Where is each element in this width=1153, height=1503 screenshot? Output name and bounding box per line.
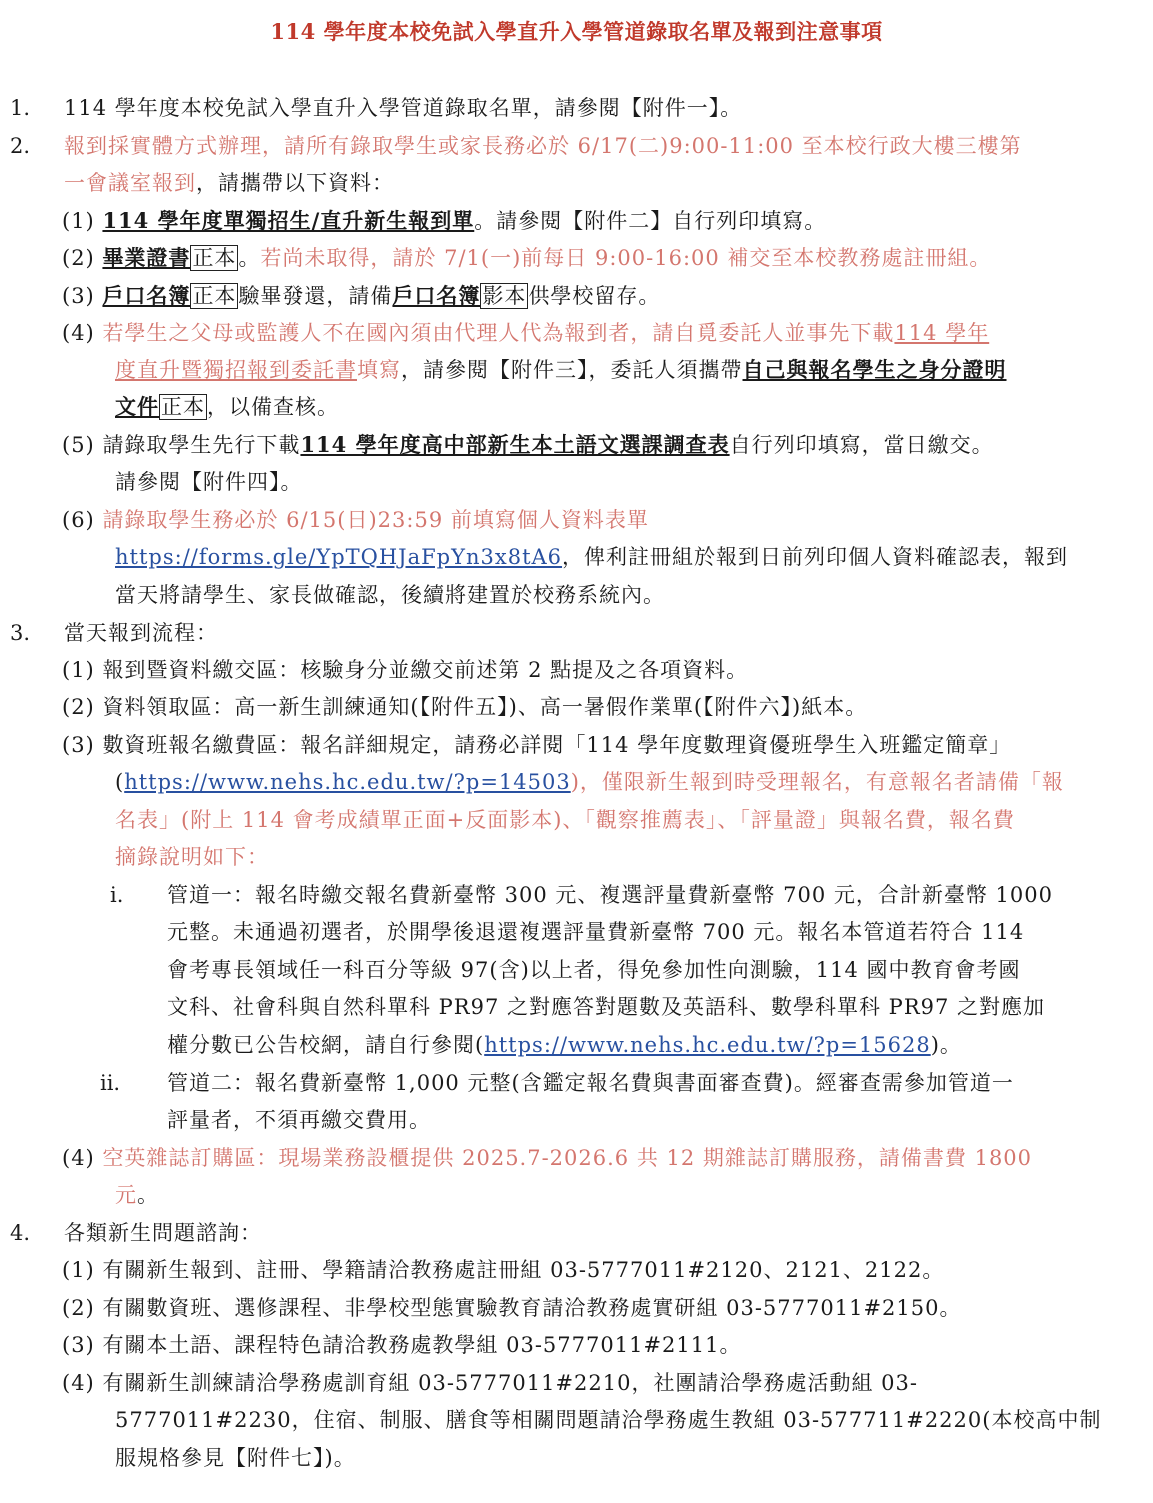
list-item-continued [115,355,1007,385]
list-item [62,243,991,273]
list-item-continued: 請參閱【附件四】。 [115,470,303,494]
brochure-link[interactable]: https://www.nehs.hc.edu.tw/?p=14503 [124,770,571,794]
section-text: 報到採實體方式辦理，請所有錄取學生或家長務必於 6/17(二)9:00-11:00 至本校行政大樓三樓第 [64,134,1022,158]
item-number: (5) [62,433,95,457]
section-text [64,168,394,198]
boxed-text: 影本 [482,284,527,308]
sub-item-text: 評量者，不須再繳交費用。 [167,1108,431,1132]
underlined-text: 自己與報名學生之身分證明 [742,357,1007,382]
form-link[interactable]: https://forms.gle/YpTQHJaFpYn3x8tA6 [115,545,563,569]
highlight-text: 元 [115,1183,137,1207]
underlined-text: 114 學年度高中部新生本土語文選課調查表 [300,432,730,457]
plain-text: 請錄取學生先行下載 [102,433,301,457]
list-item [62,655,748,685]
section-number: 4. [10,1221,31,1245]
item-number: (3) [62,1333,95,1357]
item-number: (3) [62,733,95,757]
list-item [62,430,994,460]
highlight-text: 一會議室報到 [64,171,196,195]
item-number: (2) [62,246,95,270]
underlined-text: 戶口名簿 [102,283,191,308]
plain-text: 有關新生訓練請洽學務處訓育組 03-5777011#2210，社團請洽學務處活動組 03- [102,1371,918,1395]
highlight-text: 僅限新生報到時受理報名，有意報名者請備「報 [601,770,1064,794]
plain-text: 數資班報名繳費區：報名詳細規定，請務必詳閱「114 學年度數理資優班學生入班鑑定簡章」 [102,733,1012,757]
list-item [62,1368,918,1398]
list-item-continued: 服規格參見【附件七】)。 [115,1446,356,1470]
highlight-text: 若學生之父母或監護人不在國內須由代理人代為報到者，請自覓委託人並事先下載 [102,321,895,345]
list-item-continued: 5777011#2230，住宿、制服、膳食等相關問題請洽學務處生教組 03-577711#2220(本校高中制 [115,1408,1102,1432]
list-item-continued: 當天將請學生、家長做確認，後續將建置於校務系統內。 [115,583,665,607]
item-number: (3) [62,284,95,308]
item-number: (1) [62,658,95,682]
plain-text: 自行列印填寫，當日繳交。 [729,433,994,457]
plain-text: ，請參閱【附件三】，委託人須攜帶 [401,358,743,382]
list-item-continued: 名表」(附上 114 會考成績單正面+反面影本)、「觀察推薦表」、「評量證」與報名費，報名費 [115,808,1015,832]
sub-item-number: ii. [100,1071,121,1095]
highlight-text: 請錄取學生務必於 6/15(日)23:59 前填寫個人資料表單 [102,508,649,532]
list-item [62,692,867,722]
list-item-continued [115,392,339,422]
underlined-text: 畢業證書 [102,245,191,270]
list-item [62,1293,962,1323]
plain-text: 。 [137,1183,159,1207]
boxed-text: 正本 [192,246,237,270]
plain-text: ，俾利註冊組於報到日前列印個人資料確認表，報到 [562,545,1069,569]
underlined-text: 文件 [115,394,159,419]
plain-text: 。請參閱【附件二】自行列印填寫。 [474,209,827,233]
section-text: 各類新生問題諮詢： [64,1221,262,1245]
sub-item-text [167,1030,962,1060]
score-link[interactable]: https://www.nehs.hc.edu.tw/?p=15628 [484,1033,931,1057]
plain-text: 資料領取區：高一新生訓練通知(【附件五】)、高一暑假作業單(【附件六】)紙本。 [102,695,868,719]
item-number: (6) [62,508,95,532]
paren: ( [115,770,125,794]
plain-text: )。 [930,1033,962,1057]
boxed-text: 正本 [192,284,237,308]
list-item-continued [115,542,1068,572]
list-item [62,318,989,348]
page-title: 114 學年度本校免試入學直升入學管道錄取名單及報到注意事項 [270,19,883,44]
paren: )， [570,770,602,794]
item-number: (2) [62,1296,95,1320]
highlight-text: 若尚未取得，請於 7/1(一)前每日 9:00-16:00 補交至本校教務處註冊組。 [260,246,992,270]
item-number: (1) [62,209,95,233]
plain-text: 有關新生報到、註冊、學籍請洽教務處註冊組 03-5777011#2120、2121、2122。 [102,1258,945,1282]
list-item [62,281,660,311]
list-item [62,1255,944,1285]
sub-item-text: 管道二：報名費新臺幣 1,000 元整(含鑑定報名費與書面審查費)。經審查需參加管道一 [167,1071,1014,1095]
underlined-text: 114 學年度單獨招生/直升新生報到單 [102,208,475,233]
plain-text: ，請攜帶以下資料： [196,171,394,195]
item-number: (4) [62,1146,95,1170]
plain-text: 有關數資班、選修課程、非學校型態實驗教育請洽教務處實研組 03-5777011#2150。 [102,1296,962,1320]
section-number: 2. [10,134,31,158]
plain-text: 報到暨資料繳交區：核驗身分並繳交前述第 2 點提及之各項資料。 [102,658,749,682]
list-item-continued [115,767,1064,797]
underlined-text: 戶口名簿 [392,283,481,308]
list-item [62,730,1011,760]
underlined-highlight-text: 114 學年 [894,321,990,345]
list-item [62,1330,742,1360]
underlined-highlight-text: 度直升暨獨招報到委託書 [115,358,357,382]
plain-text: 供學校留存。 [528,284,661,308]
section-number: 3. [10,621,31,645]
list-item [62,206,826,236]
highlight-text: 空英雜誌訂購區：現場業務設櫃提供 2025.7-2026.6 共 12 期雜誌訂購服務，請備書費 1800 [102,1146,1033,1170]
list-item [62,1143,1032,1173]
item-number: (4) [62,1371,95,1395]
sub-item-text: 元整。未通過初選者，於開學後退還複選評量費新臺幣 700 元。報名本管道若符合 114 [167,920,1025,944]
section-number: 1. [10,96,31,120]
item-number: (2) [62,695,95,719]
item-number: (4) [62,321,95,345]
plain-text: ，以備查核。 [207,395,339,419]
plain-text: 驗畢發還，請備 [238,284,393,308]
sub-item-number: i. [110,883,124,907]
list-item-continued [115,1180,159,1210]
section-text: 114 學年度本校免試入學直升入學管道錄取名單，請參閱【附件一】。 [64,96,743,120]
sub-item-text: 文科、社會科與自然科單科 PR97 之對應答對題數及英語科、數學科單科 PR97 之對應加 [167,995,1046,1019]
plain-text: 。 [238,246,261,270]
list-item-continued: 摘錄說明如下： [115,845,269,869]
plain-text: 權分數已公告校網，請自行參閱( [167,1033,485,1057]
sub-item-text: 管道一：報名時繳交報名費新臺幣 300 元、複選評量費新臺幣 700 元，合計新臺幣 1000 [167,883,1053,907]
item-number: (1) [62,1258,95,1282]
section-text: 當天報到流程： [64,621,218,645]
list-item [62,505,649,535]
sub-item-text: 會考專長領域任一科百分等級 97(含)以上者，得免參加性向測驗，114 國中教育會考國 [167,958,1021,982]
highlight-text: 填寫 [357,358,401,382]
boxed-text: 正本 [161,395,205,419]
plain-text: 有關本土語、課程特色請洽教務處教學組 03-5777011#2111。 [102,1333,742,1357]
